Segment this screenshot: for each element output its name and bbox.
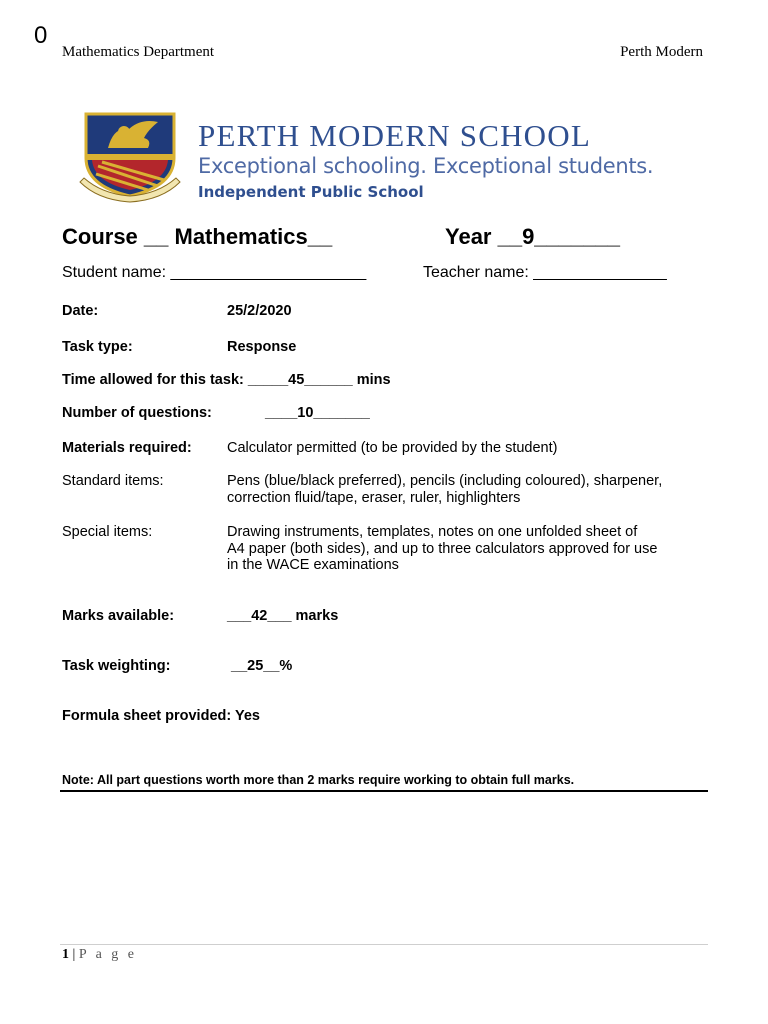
weighting-label: Task weighting: <box>62 658 171 674</box>
school-tagline: Exceptional schooling. Exceptional students. <box>198 154 654 178</box>
school-name: PERTH MODERN SCHOOL <box>198 118 591 153</box>
special-items-label: Special items: <box>62 524 153 540</box>
student-name-field: Student name: ______________________ <box>62 264 367 281</box>
marks-label: Marks available: <box>62 608 175 624</box>
standard-items-line-2: correction fluid/tape, eraser, ruler, highlighters <box>227 490 521 506</box>
header-school: Perth Modern <box>620 44 703 60</box>
footer-divider <box>60 944 708 945</box>
page-number: 1 <box>62 947 69 962</box>
formula-sheet-field: Formula sheet provided: Yes <box>62 708 260 724</box>
num-questions-value: ____10_______ <box>265 405 370 421</box>
crest-icon <box>78 108 182 204</box>
date-value: 25/2/2020 <box>227 303 292 319</box>
note-divider <box>60 790 708 792</box>
standard-items-label: Standard items: <box>62 473 164 489</box>
school-crest-logo <box>78 108 182 204</box>
standard-items-line-1: Pens (blue/black preferred), pencils (including coloured), sharpener, <box>227 473 663 489</box>
materials-label: Materials required: <box>62 440 192 456</box>
materials-value: Calculator permitted (to be provided by the student) <box>227 440 558 456</box>
teacher-name-field: Teacher name: _______________ <box>423 264 667 281</box>
num-questions-label: Number of questions: <box>62 405 212 421</box>
task-type-value: Response <box>227 339 297 355</box>
working-note: Note: All part questions worth more than 2 marks require working to obtain full marks. <box>62 773 575 787</box>
page-separator: | <box>72 947 76 962</box>
weighting-value: __25__% <box>231 658 293 674</box>
page-word: P a g e <box>78 947 138 962</box>
special-items-line-3: in the WACE examinations <box>227 557 399 573</box>
special-items-line-1: Drawing instruments, templates, notes on one unfolded sheet of <box>227 524 638 540</box>
header-department: Mathematics Department <box>62 44 215 60</box>
course-field: Course __ Mathematics__ <box>62 224 333 249</box>
corner-mark: 0 <box>34 22 48 49</box>
marks-value: ___42___ marks <box>227 608 339 624</box>
school-subtitle: Independent Public School <box>198 183 424 201</box>
page-footer <box>62 947 137 963</box>
time-allowed-field: Time allowed for this task: _____45______ mins <box>62 372 391 388</box>
date-label: Date: <box>62 303 99 319</box>
year-field: Year __9_______ <box>445 224 620 249</box>
task-type-label: Task type: <box>62 339 133 355</box>
special-items-line-2: A4 paper (both sides), and up to three calculators approved for use <box>227 541 658 557</box>
